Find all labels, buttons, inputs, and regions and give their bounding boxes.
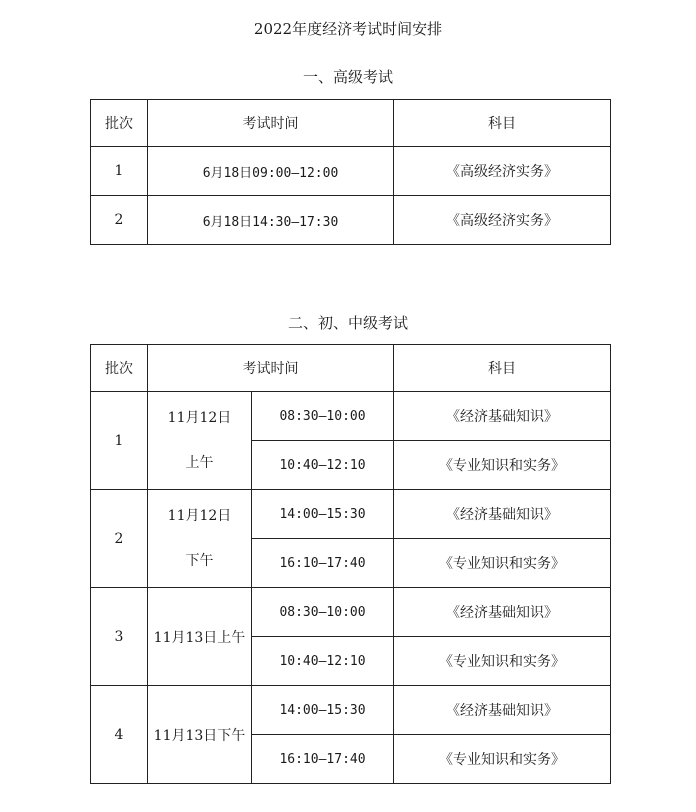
- date-cell: [148, 392, 252, 490]
- junior-intermediate-exam-table: [90, 344, 611, 784]
- date-line: 11月12日: [167, 507, 232, 524]
- header-batch: 批次: [91, 345, 148, 392]
- batch-cell: 3: [91, 588, 148, 686]
- time-cell: 14:00—15:30: [252, 686, 394, 735]
- batch-cell: 1: [91, 392, 148, 490]
- table-header-row: [91, 100, 611, 147]
- time-cell: 14:00—15:30: [252, 490, 394, 539]
- date-cell: [148, 490, 252, 588]
- senior-exam-table: [90, 99, 611, 245]
- time-cell: 10:40—12:10: [252, 637, 394, 686]
- batch-cell: 2: [91, 196, 148, 245]
- batch-cell: 2: [91, 490, 148, 588]
- time-cell: 16:10—17:40: [252, 735, 394, 784]
- batch-cell: 4: [91, 686, 148, 784]
- time-cell: 6月18日14:30—17:30: [148, 196, 394, 245]
- section-title-senior: 一、高级考试: [302, 68, 393, 86]
- period-line: 上午: [185, 454, 214, 471]
- subject-cell: 《专业知识和实务》: [394, 539, 611, 588]
- header-time: 考试时间: [148, 100, 394, 147]
- table-row: [91, 686, 611, 735]
- table-row: [91, 196, 611, 245]
- subject-cell: 《高级经济实务》: [394, 147, 611, 196]
- subject-cell: 《经济基础知识》: [394, 392, 611, 441]
- time-cell: 16:10—17:40: [252, 539, 394, 588]
- time-cell: 08:30—10:00: [252, 392, 394, 441]
- header-batch: 批次: [91, 100, 148, 147]
- date-cell: 11月13日上午: [148, 588, 252, 686]
- subject-cell: 《专业知识和实务》: [394, 735, 611, 784]
- subject-cell: 《经济基础知识》: [394, 588, 611, 637]
- subject-cell: 《专业知识和实务》: [394, 637, 611, 686]
- subject-cell: 《专业知识和实务》: [394, 441, 611, 490]
- table-row: [91, 588, 611, 637]
- time-cell: 6月18日09:00—12:00: [148, 147, 394, 196]
- table-row: [91, 147, 611, 196]
- period-line: 下午: [185, 552, 214, 569]
- subject-cell: 《经济基础知识》: [394, 490, 611, 539]
- table-row: [91, 392, 611, 441]
- header-subject: 科目: [394, 100, 611, 147]
- document-title: 2022年度经济考试时间安排: [253, 20, 443, 38]
- subject-cell: 《高级经济实务》: [394, 196, 611, 245]
- batch-cell: 1: [91, 147, 148, 196]
- date-line: 11月12日: [167, 409, 232, 426]
- table-header-row: [91, 345, 611, 392]
- section-title-junior-intermediate: 二、初、中级考试: [287, 314, 408, 332]
- time-cell: 08:30—10:00: [252, 588, 394, 637]
- header-time: 考试时间: [148, 345, 394, 392]
- subject-cell: 《经济基础知识》: [394, 686, 611, 735]
- date-cell: 11月13日下午: [148, 686, 252, 784]
- table-row: [91, 490, 611, 539]
- header-subject: 科目: [394, 345, 611, 392]
- time-cell: 10:40—12:10: [252, 441, 394, 490]
